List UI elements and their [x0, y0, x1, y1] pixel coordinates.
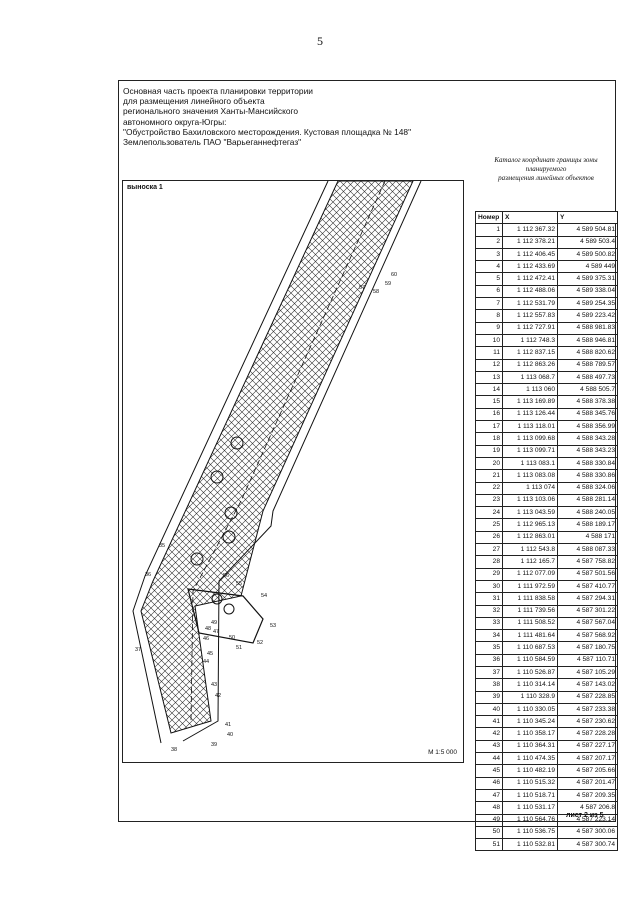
table-row [476, 593, 618, 605]
cell-number: 22 [476, 482, 503, 494]
page-number: 5 [317, 34, 323, 48]
table-row [476, 642, 618, 654]
cell-y: 4 588 343.23 [558, 445, 618, 457]
cell-number: 26 [476, 531, 503, 543]
cell-number: 30 [476, 580, 503, 592]
table-row [476, 482, 618, 494]
cell-number: 4 [476, 261, 503, 273]
point-label: 37 [135, 647, 142, 653]
cell-y: 4 588 343.28 [558, 433, 618, 445]
cell-number: 43 [476, 740, 503, 752]
cell-x: 1 111 508.52 [503, 617, 558, 629]
cell-x: 1 113 060 [503, 384, 558, 396]
cell-x: 1 110 474.35 [503, 753, 558, 765]
point-label: 44 [203, 659, 210, 665]
cell-y: 4 587 568.92 [558, 630, 618, 642]
cell-number: 48 [476, 802, 503, 814]
cell-number: 1 [476, 224, 503, 236]
table-header-row [476, 212, 618, 224]
cell-y: 4 588 497.73 [558, 371, 618, 383]
point-label: 54 [261, 593, 268, 599]
cell-number: 46 [476, 777, 503, 789]
point-label: 53 [270, 623, 277, 629]
cell-x: 1 112 378.21 [503, 236, 558, 248]
cell-number: 49 [476, 814, 503, 826]
point-label: 60 [391, 272, 398, 278]
cell-x: 1 112 406.45 [503, 248, 558, 260]
point-label: 51 [236, 645, 243, 651]
point-label: 41 [225, 722, 232, 728]
cell-y: 4 587 227.17 [558, 740, 618, 752]
table-row [476, 273, 618, 285]
point-label: 36 [145, 572, 152, 578]
cell-y: 4 589 338.04 [558, 285, 618, 297]
document-header [123, 86, 411, 147]
cell-y: 4 588 820.62 [558, 347, 618, 359]
cell-x: 1 112 748.3 [503, 334, 558, 346]
table-row [476, 421, 618, 433]
cell-y: 4 588 087.33 [558, 544, 618, 556]
table-row [476, 765, 618, 777]
map-drawing [123, 181, 465, 764]
cell-y: 4 589 375.31 [558, 273, 618, 285]
cell-y: 4 587 209.35 [558, 789, 618, 801]
cell-number: 34 [476, 630, 503, 642]
cell-y: 4 587 143.02 [558, 679, 618, 691]
table-row [476, 826, 618, 838]
cell-y: 4 588 946.81 [558, 334, 618, 346]
table-row [476, 224, 618, 236]
point-label: 50 [229, 635, 236, 641]
cell-x: 1 112 837.15 [503, 347, 558, 359]
cell-y: 4 587 228.28 [558, 728, 618, 740]
cell-number: 11 [476, 347, 503, 359]
point-label: 45 [207, 651, 214, 657]
cell-number: 10 [476, 334, 503, 346]
table-row [476, 531, 618, 543]
cell-number: 25 [476, 519, 503, 531]
cell-y: 4 587 206.8 [558, 802, 618, 814]
catalog-title [478, 156, 614, 184]
table-row [476, 507, 618, 519]
header-line: автономного округа-Югры: [123, 116, 227, 127]
cell-y: 4 587 294.31 [558, 593, 618, 605]
table-row [476, 580, 618, 592]
cell-x: 1 110 584.59 [503, 654, 558, 666]
cell-y: 4 588 189.17 [558, 519, 618, 531]
table-row [476, 248, 618, 260]
cell-y: 4 587 207.17 [558, 753, 618, 765]
point-label: 58 [373, 289, 380, 295]
cell-number: 17 [476, 421, 503, 433]
point-label: 35 [159, 543, 166, 549]
cell-x: 1 112 557.83 [503, 310, 558, 322]
table-row [476, 519, 618, 531]
cell-number: 50 [476, 826, 503, 838]
cell-x: 1 110 531.17 [503, 802, 558, 814]
header-line: регионального значения Ханты-Мансийского [123, 106, 299, 117]
cell-x: 1 113 074 [503, 482, 558, 494]
table-row [476, 753, 618, 765]
cell-x: 1 110 482.19 [503, 765, 558, 777]
cell-y: 4 587 105.29 [558, 666, 618, 678]
table-row [476, 789, 618, 801]
cell-y: 4 588 789.57 [558, 359, 618, 371]
table-row [476, 371, 618, 383]
point-label: 47 [213, 629, 220, 635]
cell-y: 4 587 410.77 [558, 580, 618, 592]
table-row [476, 716, 618, 728]
sheet-label: лист 2 из 5 [566, 812, 604, 819]
cell-y: 4 587 758.82 [558, 556, 618, 568]
table-row [476, 408, 618, 420]
cell-number: 6 [476, 285, 503, 297]
table-row [476, 359, 618, 371]
point-label: 52 [257, 640, 264, 646]
cell-y: 4 587 228.85 [558, 691, 618, 703]
cell-x: 1 110 536.75 [503, 826, 558, 838]
cell-x: 1 112 965.13 [503, 519, 558, 531]
point-label: 59 [385, 281, 392, 287]
cell-number: 32 [476, 605, 503, 617]
cell-number: 13 [476, 371, 503, 383]
table-row [476, 691, 618, 703]
table-row [476, 839, 618, 851]
cell-y: 4 589 500.82 [558, 248, 618, 260]
table-row [476, 334, 618, 346]
catalog-title-line: размещения линейных объектов [498, 174, 594, 183]
cell-y: 4 587 223.14 [558, 814, 618, 826]
cell-y: 4 588 171 [558, 531, 618, 543]
cell-x: 1 113 169.89 [503, 396, 558, 408]
cell-x: 1 113 103.06 [503, 494, 558, 506]
cell-y: 4 587 501.56 [558, 568, 618, 580]
table-row [476, 740, 618, 752]
cell-x: 1 110 330.05 [503, 703, 558, 715]
cell-y: 4 587 300.06 [558, 826, 618, 838]
column-header-x: X [503, 212, 558, 224]
cell-x: 1 112 367.32 [503, 224, 558, 236]
cell-number: 5 [476, 273, 503, 285]
cell-x: 1 113 043.59 [503, 507, 558, 519]
table-row [476, 433, 618, 445]
cell-x: 1 110 526.87 [503, 666, 558, 678]
map-inset [122, 180, 464, 763]
cell-x: 1 113 083.08 [503, 470, 558, 482]
coordinate-table [475, 211, 618, 851]
cell-y: 4 588 505.7 [558, 384, 618, 396]
catalog-title-line: планируемого [525, 165, 567, 174]
point-label: 46 [203, 636, 210, 642]
point-label: 49 [211, 620, 218, 626]
table-row [476, 703, 618, 715]
cell-number: 51 [476, 839, 503, 851]
cell-y: 4 589 503.4 [558, 236, 618, 248]
table-row [476, 666, 618, 678]
map-scale: М 1:5 000 [428, 749, 457, 756]
table-row [476, 298, 618, 310]
cell-number: 7 [476, 298, 503, 310]
table-row [476, 630, 618, 642]
point-label: 48 [205, 626, 212, 632]
cell-number: 14 [476, 384, 503, 396]
cell-x: 1 110 364.31 [503, 740, 558, 752]
table-row [476, 556, 618, 568]
table-row [476, 679, 618, 691]
cell-x: 1 112 863.26 [503, 359, 558, 371]
table-row [476, 261, 618, 273]
cell-y: 4 587 230.62 [558, 716, 618, 728]
cell-y: 4 587 300.74 [558, 839, 618, 851]
cell-y: 4 589 504.81 [558, 224, 618, 236]
cell-y: 4 587 301.22 [558, 605, 618, 617]
cell-number: 40 [476, 703, 503, 715]
cell-number: 35 [476, 642, 503, 654]
cell-y: 4 589 449 [558, 261, 618, 273]
cell-y: 4 588 981.83 [558, 322, 618, 334]
point-label: 39 [211, 742, 218, 748]
cell-x: 1 110 518.71 [503, 789, 558, 801]
cell-number: 45 [476, 765, 503, 777]
cell-x: 1 112 433.69 [503, 261, 558, 273]
cell-number: 36 [476, 654, 503, 666]
table-row [476, 457, 618, 469]
cell-number: 8 [476, 310, 503, 322]
cell-number: 19 [476, 445, 503, 457]
cell-y: 4 589 223.42 [558, 310, 618, 322]
header-line: Землепользователь ПАО "Варьеганнефтегаз" [123, 137, 302, 148]
cell-number: 9 [476, 322, 503, 334]
table-row [476, 445, 618, 457]
table-row [476, 236, 618, 248]
cell-number: 24 [476, 507, 503, 519]
column-header-y: Y [558, 212, 618, 224]
cell-y: 4 588 345.76 [558, 408, 618, 420]
table-row [476, 285, 618, 297]
cell-x: 1 110 687.53 [503, 642, 558, 654]
cell-number: 37 [476, 666, 503, 678]
cell-number: 3 [476, 248, 503, 260]
cell-y: 4 588 324.06 [558, 482, 618, 494]
cell-x: 1 111 739.56 [503, 605, 558, 617]
cell-x: 1 110 515.32 [503, 777, 558, 789]
cell-x: 1 110 328.9 [503, 691, 558, 703]
point-label: 43 [211, 682, 218, 688]
table-row [476, 322, 618, 334]
cell-number: 23 [476, 494, 503, 506]
table-row [476, 544, 618, 556]
cell-x: 1 113 126.44 [503, 408, 558, 420]
table-row [476, 728, 618, 740]
cell-x: 1 112 165.7 [503, 556, 558, 568]
table-row [476, 384, 618, 396]
column-header-number: Номер [476, 212, 503, 224]
cell-y: 4 587 233.38 [558, 703, 618, 715]
cell-y: 4 589 254.35 [558, 298, 618, 310]
cell-number: 20 [476, 457, 503, 469]
cell-number: 12 [476, 359, 503, 371]
cell-x: 1 113 118.01 [503, 421, 558, 433]
cell-number: 39 [476, 691, 503, 703]
coordinate-table-body [476, 224, 618, 851]
cell-number: 27 [476, 544, 503, 556]
table-row [476, 568, 618, 580]
cell-number: 41 [476, 716, 503, 728]
point-label: 56 [223, 573, 230, 579]
cell-x: 1 112 531.79 [503, 298, 558, 310]
cell-x: 1 112 077.09 [503, 568, 558, 580]
cell-y: 4 588 281.14 [558, 494, 618, 506]
catalog-title-line: Каталог координат границы зоны [494, 156, 598, 164]
table-row [476, 470, 618, 482]
corridor-zone [141, 181, 413, 733]
cell-number: 42 [476, 728, 503, 740]
table-row [476, 777, 618, 789]
point-label: 55 [236, 581, 243, 587]
cell-x: 1 110 532.81 [503, 839, 558, 851]
cell-x: 1 113 099.71 [503, 445, 558, 457]
cell-y: 4 588 356.99 [558, 421, 618, 433]
cell-y: 4 588 378.38 [558, 396, 618, 408]
cell-number: 38 [476, 679, 503, 691]
cell-x: 1 112 543.8 [503, 544, 558, 556]
cell-number: 21 [476, 470, 503, 482]
cell-y: 4 588 330.86 [558, 470, 618, 482]
cell-x: 1 110 358.17 [503, 728, 558, 740]
cell-number: 33 [476, 617, 503, 629]
cell-number: 16 [476, 408, 503, 420]
map-title: выноска 1 [127, 184, 163, 191]
table-row [476, 605, 618, 617]
cell-x: 1 112 727.91 [503, 322, 558, 334]
cell-x: 1 112 472.41 [503, 273, 558, 285]
header-line: "Обустройство Бахиловского месторождения. Кустовая площадка № 148" [123, 126, 412, 137]
cell-y: 4 587 110.71 [558, 654, 618, 666]
cell-x: 1 113 068.7 [503, 371, 558, 383]
cell-number: 2 [476, 236, 503, 248]
cell-y: 4 587 567.04 [558, 617, 618, 629]
point-label: 42 [215, 693, 222, 699]
table-row [476, 617, 618, 629]
cell-y: 4 587 205.66 [558, 765, 618, 777]
table-row [476, 347, 618, 359]
point-label: 57 [359, 285, 366, 291]
cell-y: 4 588 330.84 [558, 457, 618, 469]
cell-x: 1 110 314.14 [503, 679, 558, 691]
point-label: 40 [227, 732, 234, 738]
cell-x: 1 111 481.64 [503, 630, 558, 642]
cell-x: 1 112 488.06 [503, 285, 558, 297]
point-label: 38 [171, 747, 178, 753]
header-line: Основная часть проекта планировки территории [123, 86, 313, 96]
table-row [476, 494, 618, 506]
table-row [476, 310, 618, 322]
cell-x: 1 110 564.76 [503, 814, 558, 826]
cell-y: 4 587 180.75 [558, 642, 618, 654]
marker-circle [224, 604, 234, 614]
table-row [476, 396, 618, 408]
cell-number: 15 [476, 396, 503, 408]
cell-x: 1 113 083.1 [503, 457, 558, 469]
cell-number: 31 [476, 593, 503, 605]
cell-x: 1 111 838.58 [503, 593, 558, 605]
cell-number: 29 [476, 568, 503, 580]
cell-x: 1 113 099.68 [503, 433, 558, 445]
cell-y: 4 588 240.05 [558, 507, 618, 519]
cell-number: 47 [476, 789, 503, 801]
cell-number: 28 [476, 556, 503, 568]
cell-number: 18 [476, 433, 503, 445]
header-line: для размещения линейного объекта [123, 96, 265, 107]
cell-number: 44 [476, 753, 503, 765]
cell-y: 4 587 201.47 [558, 777, 618, 789]
cell-x: 1 112 863.01 [503, 531, 558, 543]
table-row [476, 654, 618, 666]
cell-x: 1 111 972.59 [503, 580, 558, 592]
cell-x: 1 110 345.24 [503, 716, 558, 728]
